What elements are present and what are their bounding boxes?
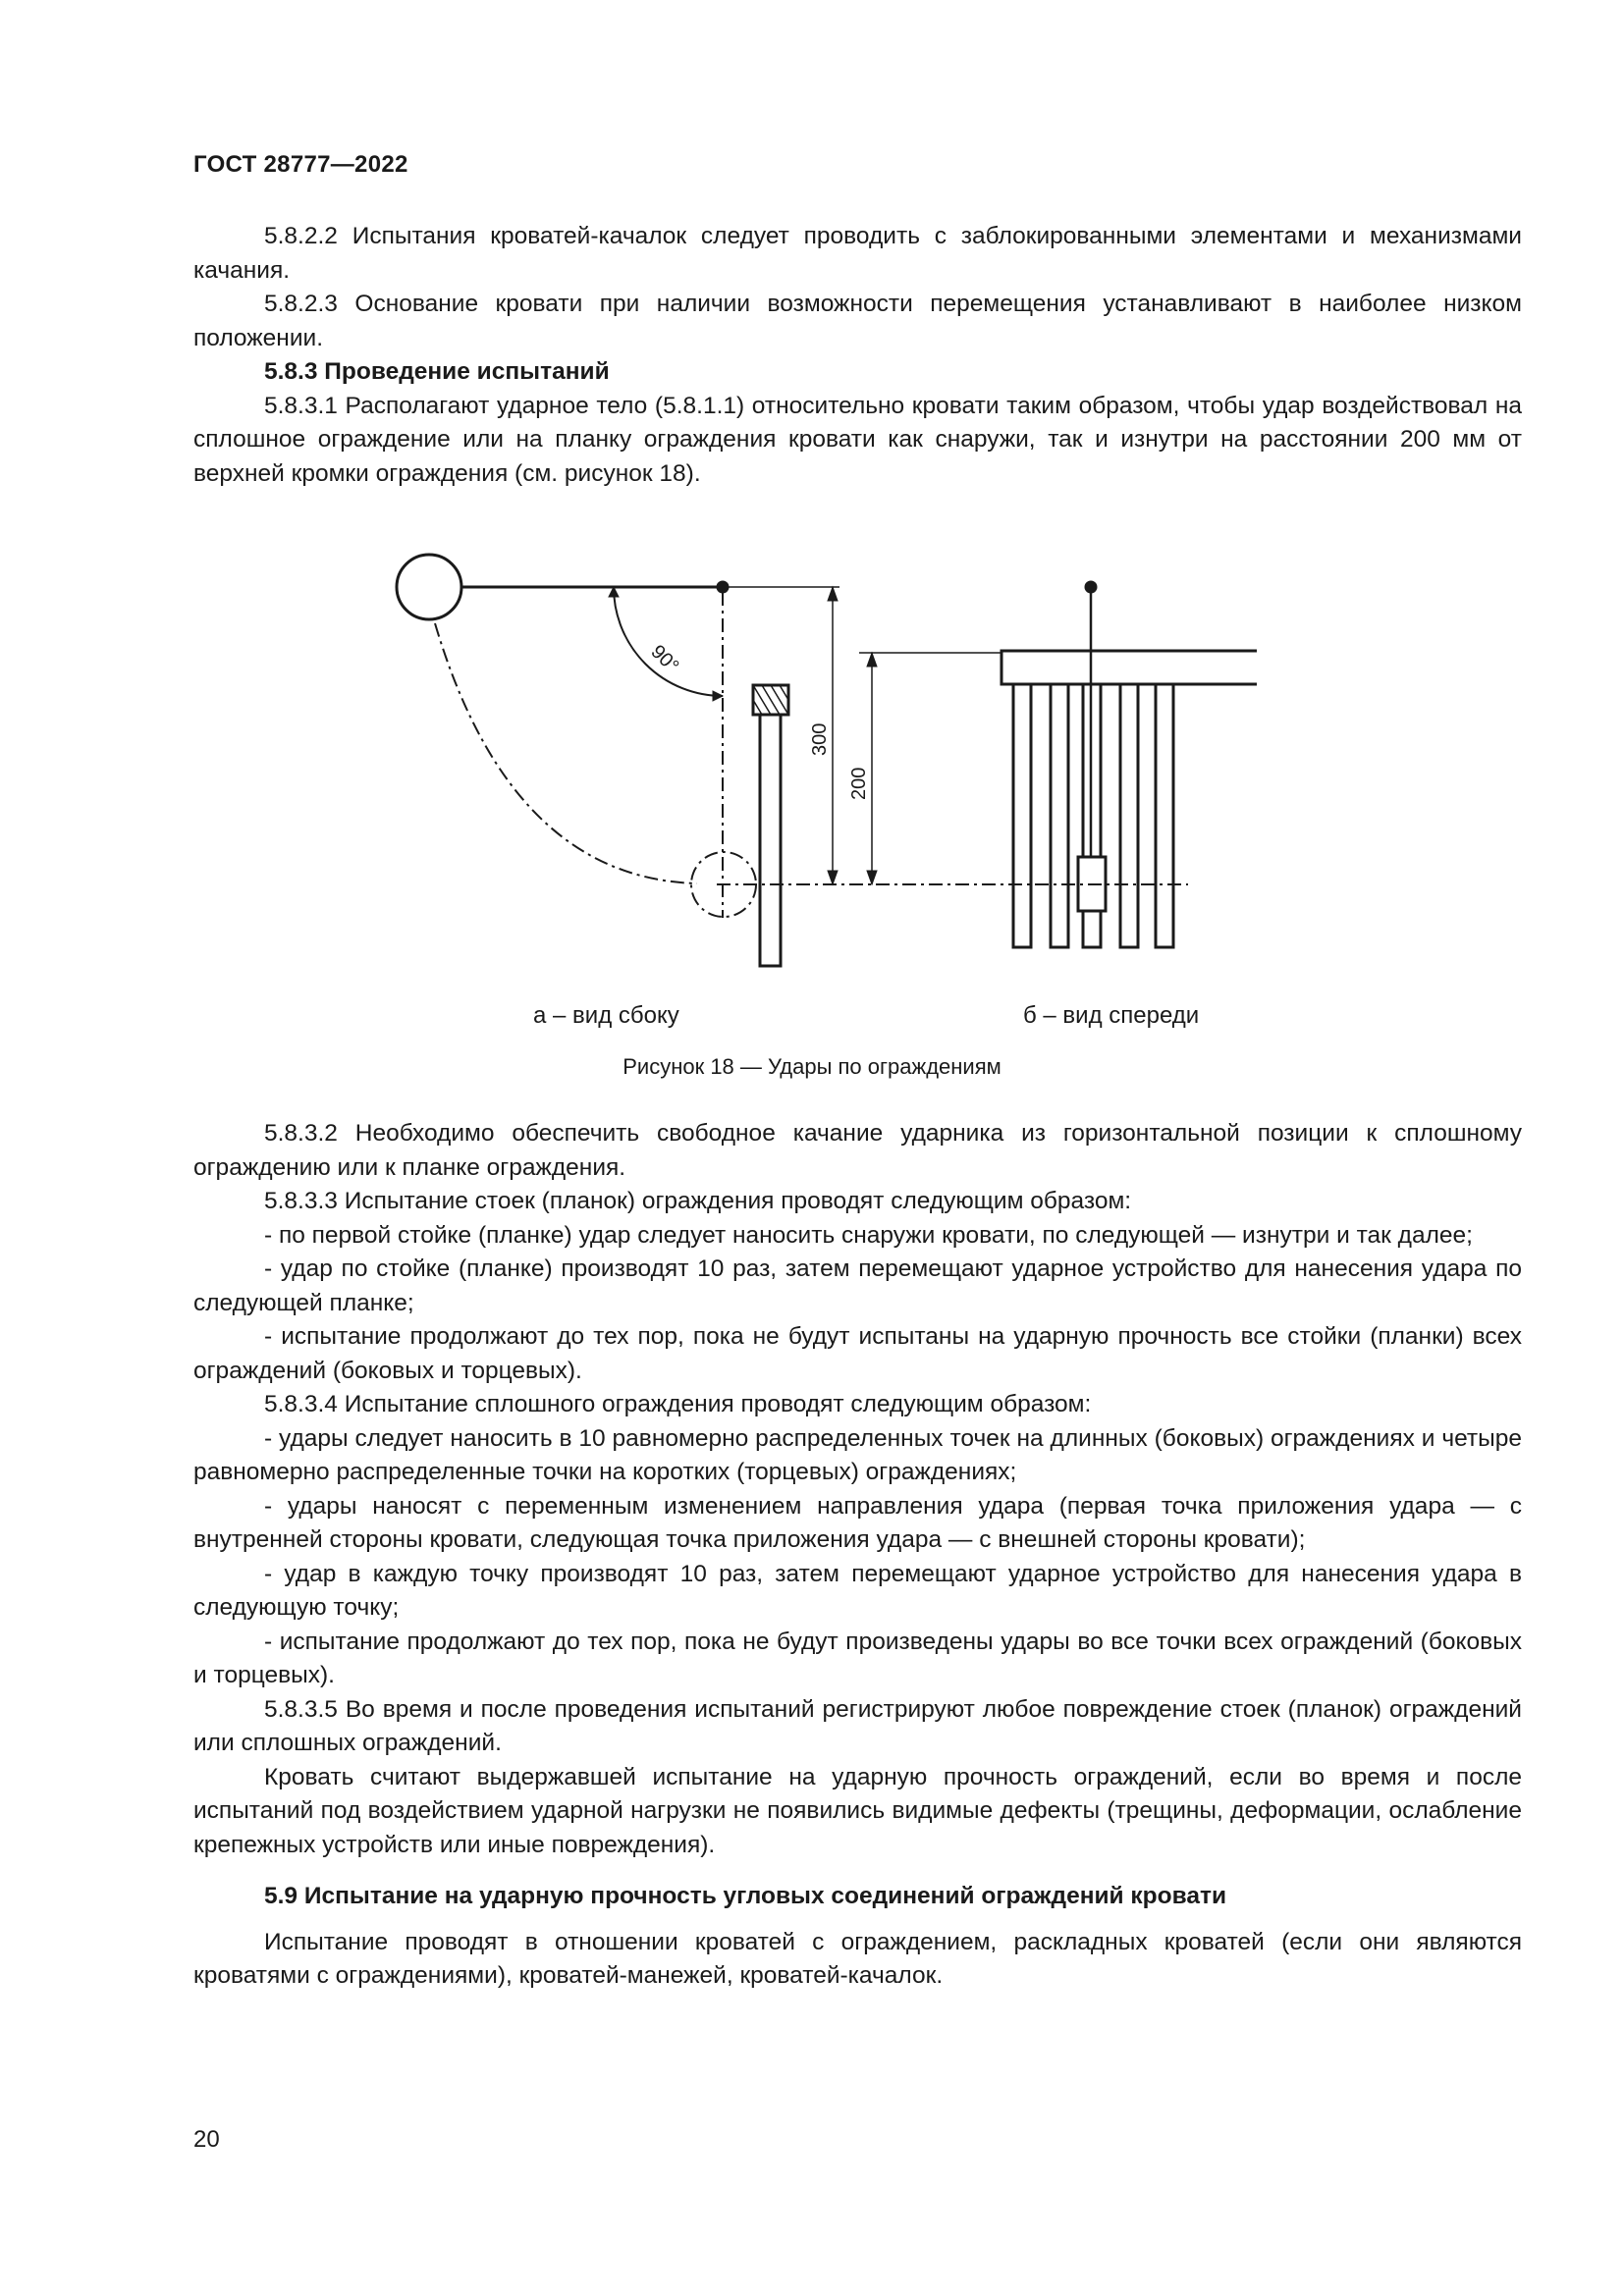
angle-arrow-bottom bbox=[713, 691, 723, 701]
slat-side bbox=[760, 715, 781, 966]
slat-5 bbox=[1156, 684, 1173, 947]
paragraph-5-8-3-1: 5.8.3.1 Располагают ударное тело (5.8.1.1) относительно кровати таким образом, чтобы удар воздействовал на сплошное ограждение или на планку ограждения кровати как снаружи, так и изнутри на расстоянии 200 мм от верхней кромки ограждения (см. рисунок 18). bbox=[193, 392, 1522, 487]
pivot-point-front bbox=[1086, 582, 1096, 592]
paragraph-conclusion: Кровать считают выдержавшей испытание на ударную прочность ограждений, если во время и после испытаний под воздействием ударной нагрузки не появились видимые дефекты (трещины, деформации, ослабление крепежных устройств или иные повреждения). bbox=[193, 1763, 1522, 1858]
side-view bbox=[397, 555, 839, 966]
impactor-start-circle bbox=[397, 555, 461, 619]
paragraph-5-8-3-4: 5.8.3.4 Испытание сплошного ограждения проводят следующим образом: bbox=[264, 1391, 1092, 1417]
top-text bbox=[193, 220, 1522, 491]
figure-18-diagram bbox=[373, 530, 1257, 982]
slat-1 bbox=[1013, 684, 1031, 947]
angle-arc bbox=[614, 587, 723, 696]
main-text bbox=[193, 1117, 1522, 1994]
heading-5-8-3: 5.8.3 Проведение испытаний bbox=[264, 358, 610, 385]
page-number: 20 bbox=[193, 2126, 220, 2153]
paragraph-5-8-2-3: 5.8.2.3 Основание кровати при наличии возможности перемещения устанавливают в наиболее низком положении. bbox=[193, 291, 1522, 351]
slat-4 bbox=[1120, 684, 1138, 947]
angle-label: 90° bbox=[646, 640, 683, 677]
paragraph-5-8-2-2: 5.8.2.2 Испытания кроватей-качалок следует проводить с заблокированными элементами и механизмами качания. bbox=[193, 223, 1522, 284]
list-item: - удар по стойке (планке) производят 10 раз, затем перемещают ударное устройство для нанесения удара по следующей планке; bbox=[193, 1255, 1522, 1316]
dim-200-label: 200 bbox=[848, 767, 870, 800]
front-view bbox=[717, 582, 1257, 947]
list-item: - удар в каждую точку производят 10 раз, затем перемещают ударное устройство для нанесения удара в следующую точку; bbox=[193, 1560, 1522, 1621]
top-rail bbox=[1001, 651, 1257, 684]
list-item: - удары наносят с переменным изменением направления удара (первая точка приложения удара — с внутренней стороны кровати, следующая точка приложения удара — с внешней стороны кровати); bbox=[193, 1492, 1522, 1553]
list-item: - испытание продолжают до тех пор, пока не будут испытаны на ударную прочность все стойки (планки) всех ограждений (боковых и торцевых). bbox=[193, 1323, 1522, 1384]
paragraph-5-8-3-5: 5.8.3.5 Во время и после проведения испытаний регистрируют любое повреждение стоек (планок) ограждений или сплошных ограждений. bbox=[193, 1695, 1522, 1756]
paragraph-5-8-3-3: 5.8.3.3 Испытание стоек (планок) ограждения проводят следующим образом: bbox=[264, 1188, 1132, 1214]
document-header: ГОСТ 28777—2022 bbox=[193, 151, 408, 178]
slat-2 bbox=[1051, 684, 1068, 947]
list-item: - по первой стойке (планке) удар следует наносить снаружи кровати, по следующей — изнутри и так далее; bbox=[264, 1221, 1473, 1249]
dim-300-label: 300 bbox=[809, 722, 831, 756]
figure-title: Рисунок 18 — Удары по ограждениям bbox=[623, 1054, 1001, 1079]
list-item: - испытание продолжают до тех пор, пока не будут произведены удары во все точки всех ограждений (боковых и торцевых). bbox=[193, 1628, 1522, 1688]
figure-caption-front-view: б – вид спереди bbox=[1023, 1002, 1200, 1029]
pivot-point bbox=[718, 582, 728, 592]
paragraph-5-9: Испытание проводят в отношении кроватей с ограждением, раскладных кроватей (если они являются кроватями с ограждениями), кроватей-манежей, кроватей-качалок. bbox=[193, 1928, 1522, 1989]
paragraph-5-8-3-2: 5.8.3.2 Необходимо обеспечить свободное качание ударника из горизонтальной позиции к сплошному ограждению или к планке ограждения. bbox=[193, 1120, 1522, 1181]
list-item: - удары следует наносить в 10 равномерно распределенных точек на длинных (боковых) ограждениях и четыре равномерно распределенные точки на коротких (торцевых) ограждениях; bbox=[193, 1424, 1522, 1485]
section-heading-5-9: 5.9 Испытание на ударную прочность угловых соединений ограждений кровати bbox=[264, 1883, 1227, 1909]
figure-caption-side-view: а – вид сбоку bbox=[533, 1002, 679, 1029]
